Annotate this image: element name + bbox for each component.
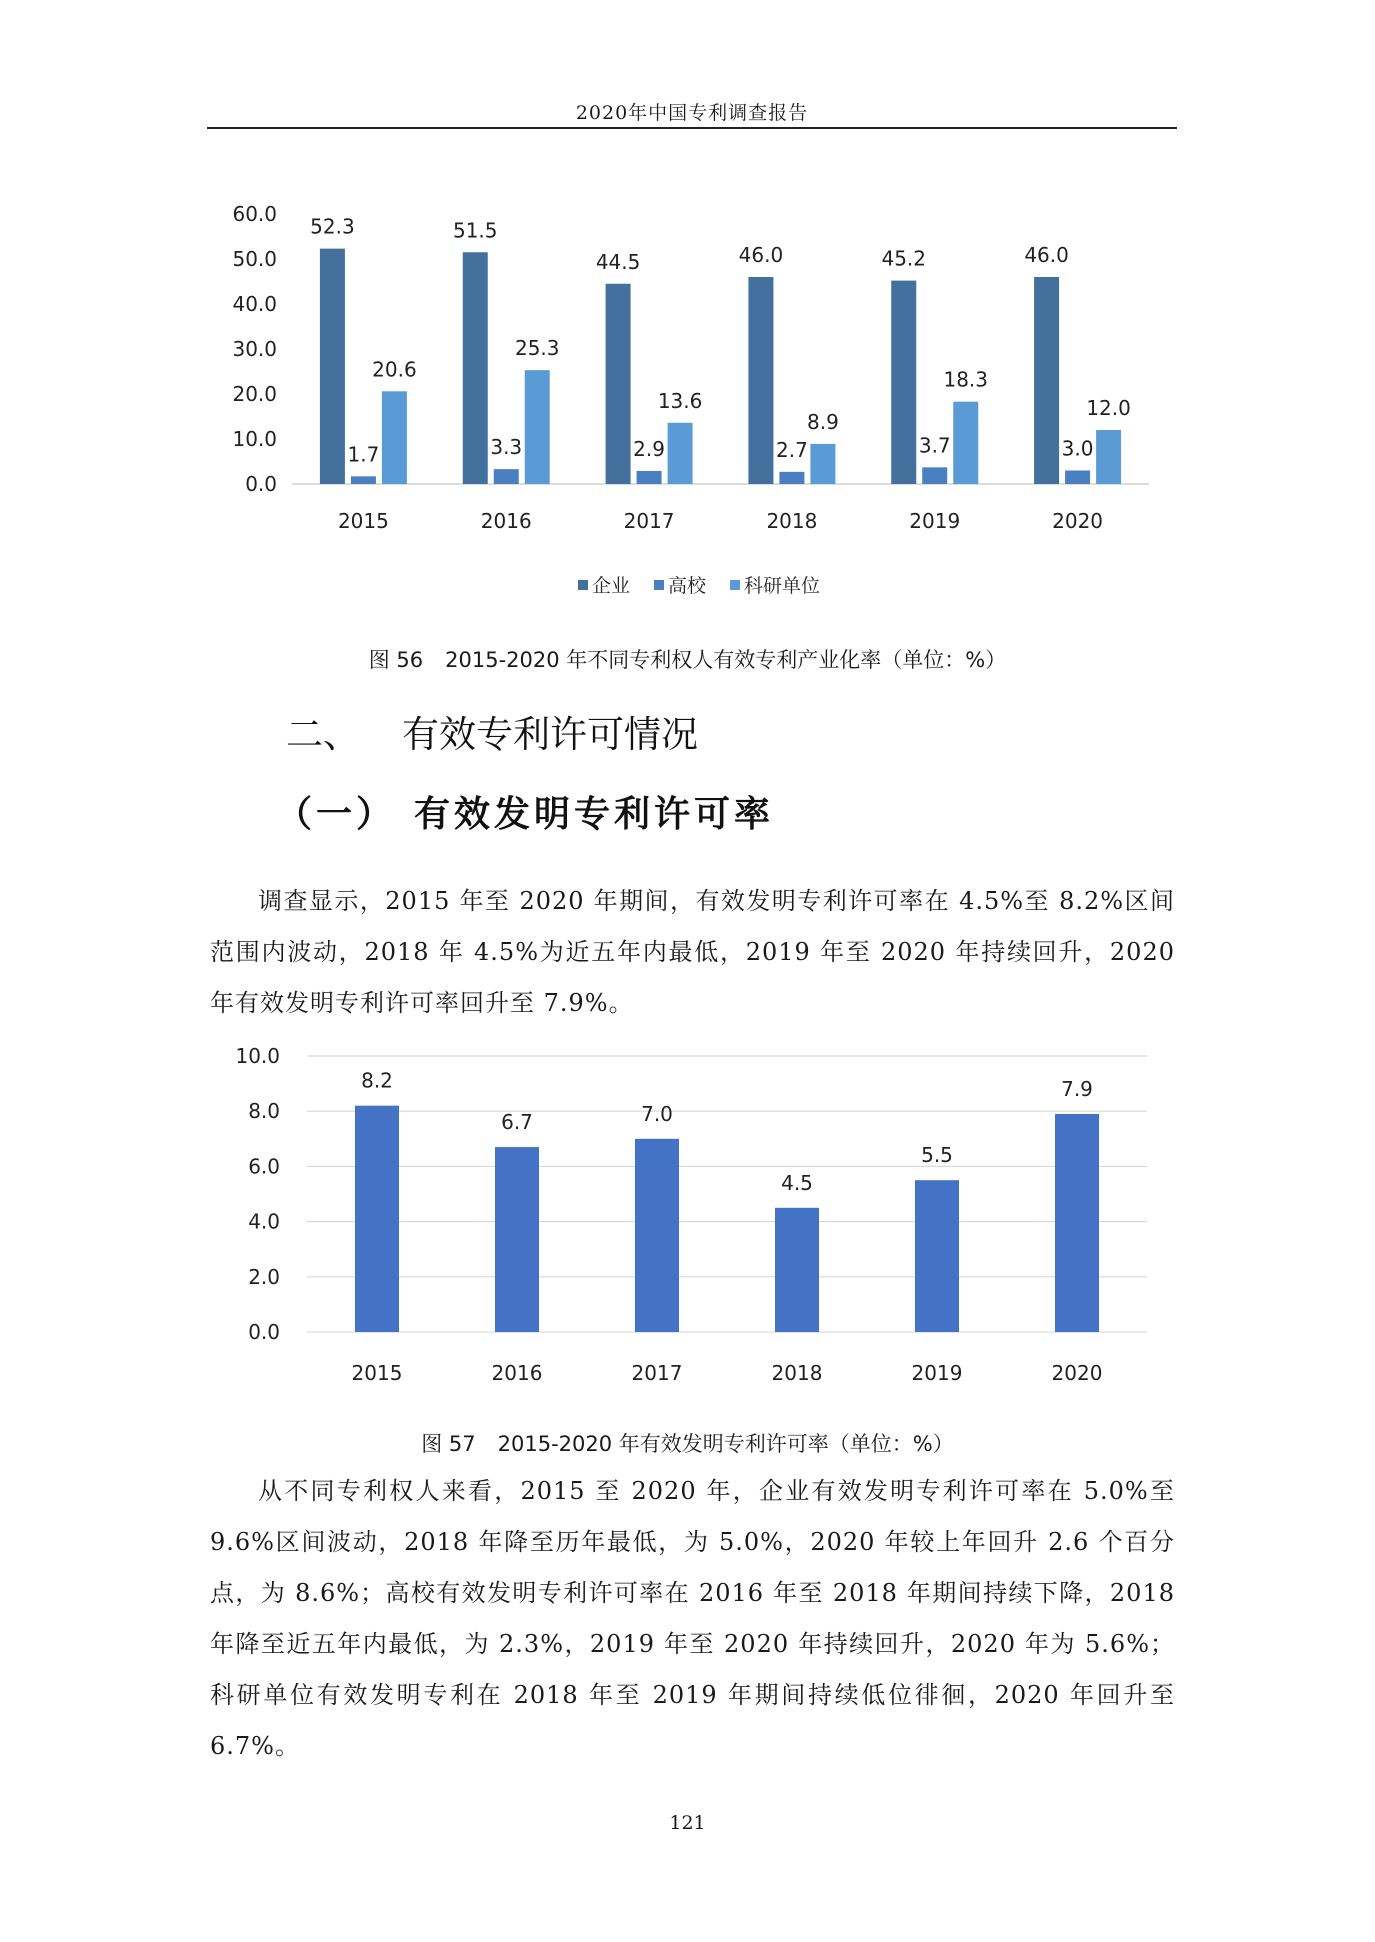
y-tick-label: 4.0 [248, 1209, 280, 1234]
bar [351, 476, 376, 484]
x-tick-label: 2016 [491, 1361, 543, 1385]
bar [1096, 430, 1121, 484]
data-label: 7.0 [641, 1101, 673, 1126]
y-tick-label: 50.0 [232, 247, 277, 271]
bar [1065, 471, 1090, 485]
data-label: 7.9 [1061, 1076, 1093, 1101]
figure-56-chart [207, 190, 1177, 630]
data-label: 51.5 [452, 218, 498, 243]
y-tick-label: 2.0 [248, 1264, 280, 1289]
data-label: 46.0 [1024, 243, 1069, 267]
bar [635, 1139, 679, 1332]
data-label: 4.5 [781, 1170, 813, 1195]
bar [463, 252, 488, 484]
data-label: 52.3 [310, 214, 355, 239]
x-tick-label: 2019 [909, 509, 961, 533]
y-tick-label: 0.0 [248, 1320, 280, 1344]
bar [637, 471, 662, 484]
legend-label: 企业 [592, 575, 631, 597]
x-tick-label: 2017 [631, 1361, 683, 1385]
x-tick-label: 2018 [771, 1361, 823, 1385]
data-label: 20.6 [372, 357, 417, 382]
bar [355, 1106, 399, 1332]
data-label: 44.5 [595, 249, 641, 274]
bar [320, 249, 345, 484]
subsection-number: （一） [276, 793, 397, 835]
data-label: 2.7 [776, 437, 808, 462]
data-label: 25.3 [514, 336, 560, 361]
y-tick-label: 0.0 [245, 472, 277, 496]
y-tick-label: 8.0 [248, 1099, 280, 1124]
y-tick-label: 6.0 [248, 1154, 280, 1179]
subsection-title: 有效发明专利许可率 [414, 793, 775, 835]
data-label: 3.7 [918, 433, 951, 458]
data-label: 18.3 [943, 367, 989, 392]
y-tick-label: 30.0 [232, 337, 277, 361]
running-header: 2020年中国专利调查报告 [575, 102, 809, 124]
bar [382, 391, 407, 484]
y-tick-label: 10.0 [232, 427, 277, 451]
legend-swatch [654, 580, 664, 590]
figure-56-caption [0, 644, 1375, 674]
legend-swatch [578, 580, 588, 590]
x-tick-label: 2016 [480, 509, 532, 533]
paragraph-1: 调查显示，2015 年至 2020 年期间，有效发明专利许可率在 4.5%至 8.2%区间范围内波动，2018 年 4.5%为近五年内最低，2019 年至 2020 年持续回升，2020 年有效发明专利许可率回升至 7.9%。 [210, 887, 1175, 1017]
data-label: 5.5 [921, 1143, 953, 1168]
legend-swatch [730, 580, 740, 590]
data-label: 8.2 [361, 1068, 393, 1093]
bar [922, 467, 947, 484]
x-tick-label: 2020 [1052, 509, 1104, 533]
bar [1055, 1114, 1099, 1332]
bar [668, 423, 693, 484]
data-label: 12.0 [1086, 396, 1131, 420]
bar [495, 1147, 539, 1332]
bar [915, 1180, 959, 1332]
bar [953, 402, 978, 484]
data-label: 3.0 [1061, 436, 1094, 461]
bar [1034, 277, 1059, 484]
paragraph-2: 从不同专利权人来看，2015 至 2020 年，企业有效发明专利许可率在 5.0%至 9.6%区间波动，2018 年降至历年最低，为 5.0%，2020 年较上年回升 2.6 个百分点，为 8.6%；高校有效发明专利许可率在 2016 年至 2018 年期间持续下降，2018 年降至近五年内最低，为 2.3%，2019 年至 2020 年持续回升，2020 年为 5.6%；科研单位有效发明专利在 2018 年至 2019 年期间持续低位徘徊，2020 年回升至 6.7%。 [210, 1477, 1175, 1760]
bar [775, 1208, 819, 1332]
y-tick-label: 60.0 [232, 202, 277, 226]
x-tick-label: 2017 [623, 509, 675, 533]
data-label: 1.7 [347, 442, 380, 467]
y-tick-label: 10.0 [235, 1044, 280, 1068]
data-label: 6.7 [501, 1110, 533, 1135]
bar [810, 444, 835, 484]
section-number: 二、 [286, 713, 360, 756]
bar [779, 472, 804, 484]
x-tick-label: 2015 [351, 1361, 403, 1385]
data-label: 2.9 [633, 436, 665, 461]
section-title: 有效专利许可情况 [402, 713, 698, 756]
x-tick-label: 2015 [337, 509, 389, 533]
x-tick-label: 2019 [911, 1361, 963, 1385]
figure-56-number: 图 56 [368, 648, 424, 672]
figure-57-caption [0, 1428, 1375, 1458]
subsection-heading [276, 786, 774, 837]
bar [494, 469, 519, 484]
figure-56-title: 2015-2020 年不同专利权人有效专利产业化率（单位：%） [445, 648, 1007, 672]
data-label: 45.2 [881, 246, 927, 271]
figure-57-number: 图 57 [421, 1432, 476, 1456]
x-tick-label: 2018 [766, 509, 818, 533]
section-heading [286, 704, 698, 758]
header-rule [207, 127, 1177, 129]
bar [891, 281, 916, 484]
bar [525, 370, 550, 484]
page-number: 121 [669, 1812, 706, 1834]
bar [606, 284, 631, 484]
bar [748, 277, 773, 484]
legend-label: 科研单位 [744, 575, 821, 597]
legend-label: 高校 [668, 575, 707, 597]
data-label: 3.3 [490, 435, 523, 460]
y-tick-label: 20.0 [232, 382, 277, 406]
figure-57-chart [207, 1040, 1177, 1396]
figure-57-title: 2015-2020 年有效发明专利许可率（单位：%） [497, 1432, 954, 1456]
y-tick-label: 40.0 [232, 292, 277, 316]
data-label: 46.0 [738, 243, 784, 267]
data-label: 13.6 [657, 388, 703, 413]
data-label: 8.9 [807, 409, 839, 434]
x-tick-label: 2020 [1051, 1361, 1103, 1385]
